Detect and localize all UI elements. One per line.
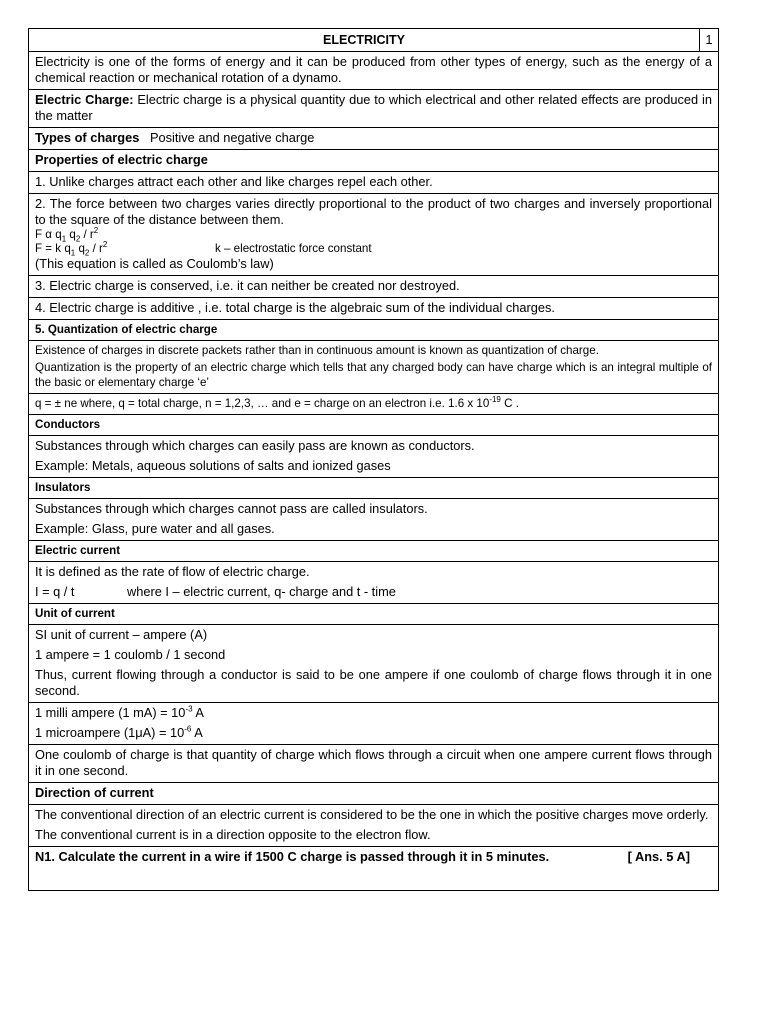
current-formula: I = q / t where I – electric current, q- charge and t - time bbox=[35, 584, 396, 599]
microampere-line: 1 microampere $(1\mu A) = 10^{-6}$ A bbox=[35, 724, 203, 740]
direction-line-1: The conventional direction of an electric current is considered to be the one in which the positive charges move orderly. bbox=[35, 807, 709, 822]
page-number: 1 bbox=[699, 29, 718, 51]
property-3: 3. Electric charge is conserved, i.e. it can neither be created nor destroyed. bbox=[29, 276, 718, 298]
electric-current-body bbox=[29, 562, 718, 604]
ampere-definition-formula: 1 ampere = 1 coulomb / 1 second bbox=[35, 647, 226, 662]
quantization-line-1: Existence of charges in discrete packets rather than in continuous amount is known as quantization of charge. bbox=[35, 344, 599, 357]
question-answer: [ Ans. 5 A] bbox=[627, 849, 690, 864]
types-of-charges-label: Types of charges bbox=[35, 130, 140, 145]
conductors-example: Example: Metals, aqueous solutions of salts and ionized gases bbox=[35, 458, 391, 473]
insulators-example: Example: Glass, pure water and all gases. bbox=[35, 521, 275, 536]
unit-of-current-body bbox=[29, 625, 718, 703]
types-of-charges-row bbox=[29, 128, 718, 150]
document-sheet bbox=[28, 28, 719, 891]
quantization-heading: 5. Quantization of electric charge bbox=[29, 320, 718, 341]
electric-current-definition: It is defined as the rate of flow of electric charge. bbox=[35, 564, 310, 579]
electric-charge-row bbox=[29, 90, 718, 128]
direction-body bbox=[29, 805, 718, 847]
coulomb-law-formula: F = k $q_1$ $q_2 / r^2$ k – electrostatic force constant bbox=[35, 240, 372, 258]
electric-current-heading: Electric current bbox=[29, 541, 718, 562]
unit-of-current-heading: Unit of current bbox=[29, 604, 718, 625]
electric-charge-label: Electric Charge: bbox=[35, 92, 134, 107]
ampere-definition-text: Thus, current flowing through a conductor is said to be one ampere if one coulomb of charge flows through it in one second. bbox=[35, 667, 712, 698]
intro-paragraph: Electricity is one of the forms of energy and it can be produced from other types of energy, such as the energy of a chemical reaction or mechanical rotation of a dynamo. bbox=[29, 52, 718, 90]
page-title: ELECTRICITY bbox=[323, 33, 405, 47]
milliampere-line: 1 milli ampere (1 $mA) = 10^{-3}$ A bbox=[35, 704, 204, 720]
header-row bbox=[29, 29, 718, 52]
numerical-question bbox=[35, 849, 712, 865]
property-1: 1. Unlike charges attract each other and like charges repel each other. bbox=[29, 172, 718, 194]
si-unit-line: SI unit of current – ampere (A) bbox=[35, 627, 208, 642]
properties-heading: Properties of electric charge bbox=[29, 150, 718, 172]
insulators-body bbox=[29, 499, 718, 541]
quantization-line-2: Quantization is the property of an electric charge which tells that any charged body can have charge which is an integral multiple of the basic or elementary charge ‘e’ bbox=[35, 361, 712, 389]
insulators-heading: Insulators bbox=[29, 478, 718, 499]
sub-units-row bbox=[29, 703, 718, 745]
conductors-definition: Substances through which charges can easily pass are known as conductors. bbox=[35, 438, 475, 453]
constant-note: k – electrostatic force constant bbox=[215, 242, 372, 255]
quantization-definition bbox=[29, 341, 718, 394]
conductors-body bbox=[29, 436, 718, 478]
property-2 bbox=[29, 194, 718, 276]
quantization-formula: q = ± ne where, q = total charge, n = 1,2,3, … and e = charge on an electron i.e. 1.6 x $10^{-19}$ C . bbox=[29, 394, 718, 415]
coulomb-proportionality-formula: F α $q_1$ $q_2 / r^2$ bbox=[35, 226, 99, 244]
coulomb-law-footnote: (This equation is called as Coulomb’s law) bbox=[35, 256, 274, 271]
coulomb-definition: One coulomb of charge is that quantity of charge which flows through a circuit when one ampere current flows through it in one second. bbox=[29, 745, 718, 783]
types-of-charges-text: Positive and negative charge bbox=[149, 130, 315, 145]
insulators-definition: Substances through which charges cannot pass are called insulators. bbox=[35, 501, 428, 516]
question-text: N1. Calculate the current in a wire if 1500 C charge is passed through it in 5 minutes. bbox=[35, 849, 550, 864]
direction-line-2: The conventional current is in a direction opposite to the electron flow. bbox=[35, 827, 431, 842]
conductors-heading: Conductors bbox=[29, 415, 718, 436]
electric-charge-text: Electric charge is a physical quantity due to which electrical and other related effects are produced in the matter bbox=[35, 92, 712, 123]
question-row bbox=[29, 847, 718, 890]
direction-heading: Direction of current bbox=[29, 783, 718, 805]
property-4: 4. Electric charge is additive , i.e. total charge is the algebraic sum of the individual charges. bbox=[29, 298, 718, 320]
property-2-text: 2. The force between two charges varies directly proportional to the product of two charges and inversely proportional to the square of the distance between them. bbox=[35, 196, 712, 227]
